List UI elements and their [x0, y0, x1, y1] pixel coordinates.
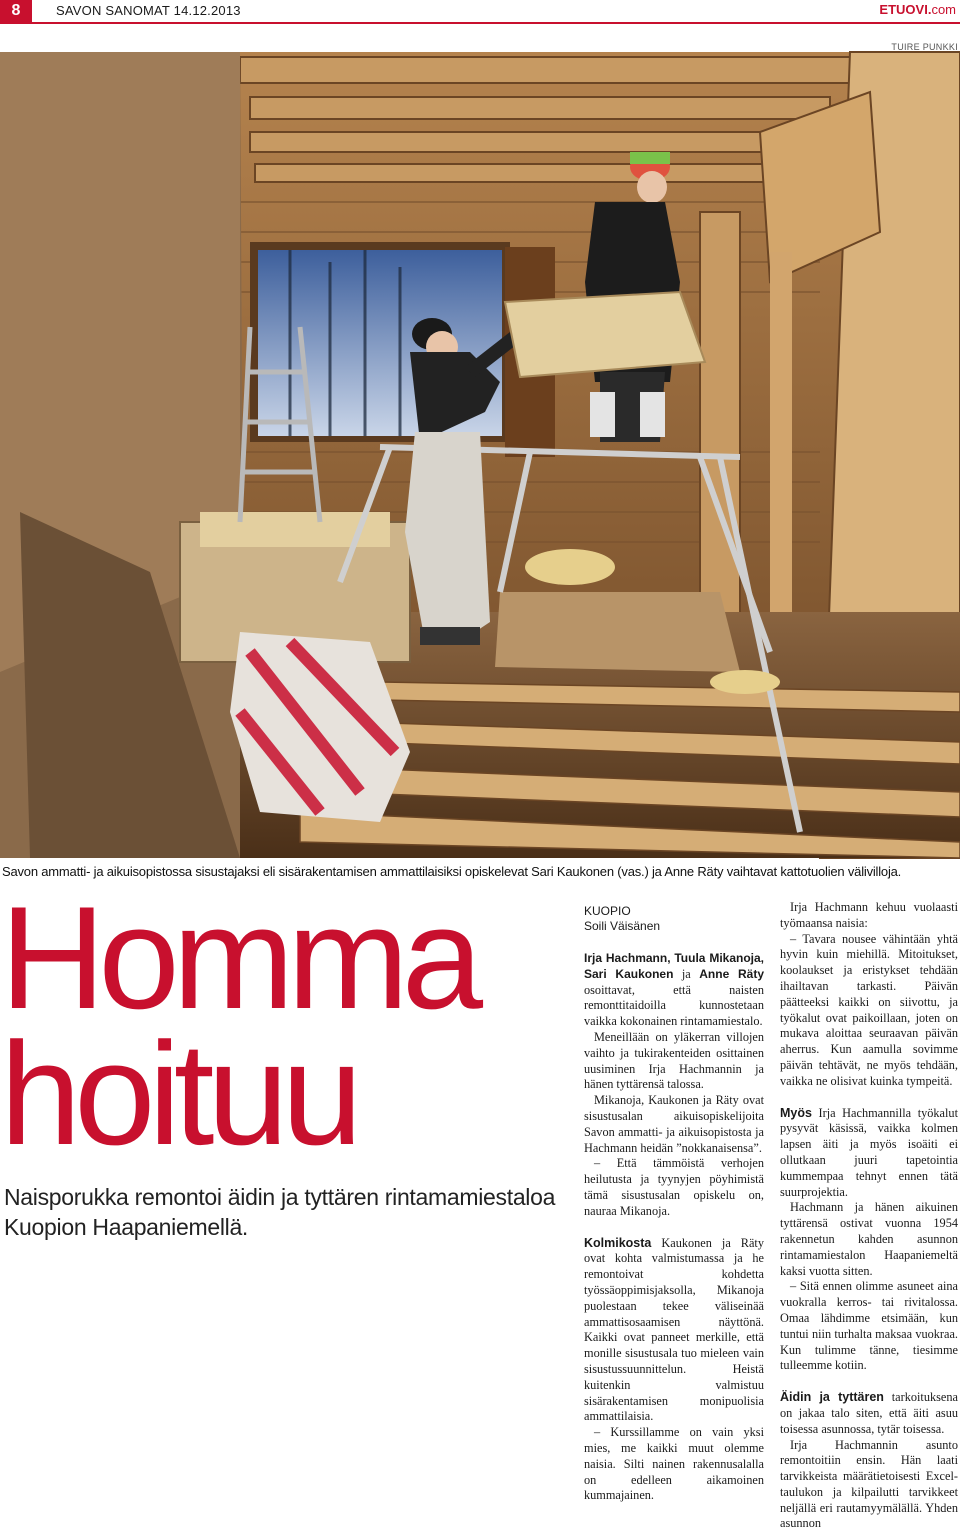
headline-line-1: Homma — [0, 890, 520, 1026]
lead-rest: osoittavat, että naisten remonttitaidoilla kunnostetaan vaikka kokonainen rintamamiestalo. — [584, 983, 764, 1029]
logo-main: ETUOVI. — [879, 2, 931, 17]
page-number: 8 — [0, 0, 32, 22]
subhead-paragraph — [780, 1390, 958, 1437]
article-column-2 — [780, 900, 958, 1532]
attic-renovation-photo — [0, 52, 960, 858]
header-rule — [0, 22, 960, 24]
paragraph: Irja Hachmann kehuu vuolaasti työmaansa naisia: — [780, 900, 958, 932]
photo-credit: TUIRE PUNKKI — [891, 42, 958, 52]
etuovi-logo[interactable] — [879, 2, 956, 17]
article-column-1 — [584, 904, 764, 1504]
article-photo — [0, 52, 960, 858]
paper-title-date: SAVON SANOMAT 14.12.2013 — [56, 3, 241, 18]
deck: Naisporukka remontoi äidin ja tyttären rintamamiestaloa Kuopion Haapaniemellä. — [4, 1182, 564, 1242]
photo-caption: Savon ammatti- ja aikuisopistossa sisustajaksi eli sisärakentamisen ammattilaisiksi opiskelevat Sari Kaukonen (vas.) ja Anne Räty vaihtavat kattotuolien välivilloja. — [2, 864, 958, 879]
page-header — [0, 0, 960, 22]
subhead: Kolmikosta — [584, 1236, 651, 1250]
paragraph: – Kurssillamme on vain yksi mies, me kaikki muut olemme naisia. Silti nainen rakennusalalla on edelleen aikamoinen kummajainen. — [584, 1425, 764, 1504]
subhead-paragraph — [780, 1106, 958, 1201]
headline — [0, 890, 520, 1162]
paragraph: – Että tämmöistä verhojen heilutusta ja tyynyjen pöyhimistä tämä sisustusalan opiskelu on, nauraa Mikanoja. — [584, 1156, 764, 1219]
dateline: KUOPIO — [584, 904, 764, 919]
paragraph-text: Kaukonen ja Räty ovat kohta valmistumassa ja he remontoivat kohdetta työssäoppimisjaksolla, Mikanoja puolestaan tekee väliseinää ammattisosaamisen näyttönä. Kaikki ovat panneet merkille, että monille sisustusala tuo mieleen vain sisustussuunnittelun. Heistä kuitenkin valmistuu sisärakentamisen monipuolisia ammattilaisia. — [584, 1236, 764, 1424]
lead-paragraph — [584, 951, 764, 1030]
lead-and: ja — [673, 967, 699, 981]
byline: Soili Väisänen — [584, 919, 764, 934]
lead-name-2: Anne Räty — [699, 967, 764, 981]
subhead-paragraph — [584, 1236, 764, 1426]
lead-names: Irja Hachmann, Tuula Mikanoja, Sari Kaukonen — [584, 951, 764, 981]
subhead: Äidin ja tyttären — [780, 1390, 884, 1404]
paragraph: – Tavara nousee vähintään yhtä hyvin kuin miehillä. Mitoitukset, koolaukset ja eristykset tehdään ihailtavan tarkasti. Päivän päätteeksi kaikki on siivottu, ja työkalut ovat paikoillaan, joten on mukava aloittaa seuraavan päivän aherrus. Kun aamulla sovimme päivän tehtävät, ne myös tehdään, vaikka ne olisivat kuinka tympeitä. — [780, 932, 958, 1090]
paragraph: – Sitä ennen olimme asuneet aina vuokralla kerros- tai rivitalossa. Omaa lähdimme etsimään, kun tuntui niin turhalta maksaa vuokraa. Kun tulimme tänne, tiesimme tulleemme kotiin. — [780, 1279, 958, 1374]
headline-line-2: hoituu — [0, 1026, 520, 1162]
paragraph: Irja Hachmannin asunto remontoitiin ensin. Hän laati tarvikkeista määrätietoisesti Excel-taulukon ja kilpailutti tarvikkeet neljällä eri rautamyymälällä. Yhden asunnon — [780, 1438, 958, 1532]
paragraph-text: tarkoituksena on jakaa talo siten, että äiti asuu toisessa asunnossa, tytär toisessa. — [780, 1390, 958, 1436]
paragraph: Hachmann ja hänen aikuinen tyttärensä ostivat vuonna 1954 rakennetun kahden asunnon rintamamiestalon Haapaniemeltä kaksi vuotta sitten. — [780, 1200, 958, 1279]
paragraph-text: Irja Hachmannilla työkalut pysyvät käsissä, vaikka kolmen lapsen äiti ja myös isoäiti ei ollutkaan juuri tapetointia kummempaa tehnyt ennen tätä suurprojektia. — [780, 1106, 958, 1199]
logo-suffix: com — [931, 2, 956, 17]
subhead: Myös — [780, 1106, 812, 1120]
paragraph: Meneillään on yläkerran villojen vaihto ja tukirakenteiden osittainen uusiminen Irja Hachmannin ja hänen tyttärensä talossa. — [584, 1030, 764, 1093]
paragraph: Mikanoja, Kaukonen ja Räty ovat sisustusalan aikuisopiskelijoita Savon ammatti- ja aikuisopistosta ja Hachmann heidän ”nokkanaisensa”. — [584, 1093, 764, 1156]
